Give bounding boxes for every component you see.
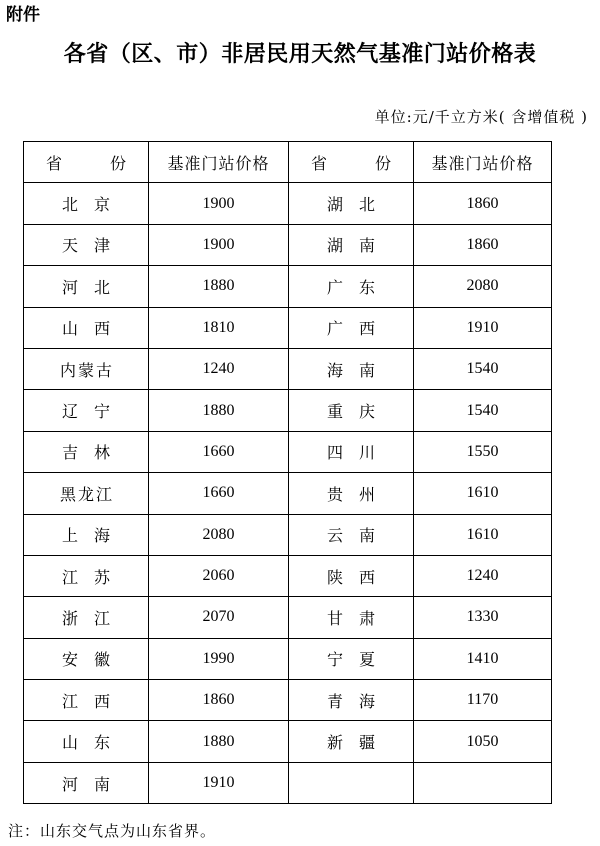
province-name-left: 内蒙古 xyxy=(24,348,149,389)
table-row xyxy=(24,307,552,348)
province-name-left: 吉林 xyxy=(24,431,149,472)
price-value-left: 1880 xyxy=(149,721,289,762)
province-name-left: 江苏 xyxy=(24,555,149,596)
province-name-left: 北京 xyxy=(24,183,149,224)
province-name-left: 山东 xyxy=(24,721,149,762)
table-row xyxy=(24,721,552,762)
price-value-left: 2070 xyxy=(149,597,289,638)
price-value-right: 1330 xyxy=(414,597,552,638)
price-value-left: 1880 xyxy=(149,390,289,431)
price-value-left: 1660 xyxy=(149,431,289,472)
province-name-right: 宁夏 xyxy=(289,638,414,679)
price-value-left: 2080 xyxy=(149,514,289,555)
province-name-left: 安徽 xyxy=(24,638,149,679)
province-name-right: 海南 xyxy=(289,348,414,389)
price-value-right: 1550 xyxy=(414,431,552,472)
table-row xyxy=(24,555,552,596)
price-value-left: 1990 xyxy=(149,638,289,679)
table-row xyxy=(24,762,552,803)
price-value-left: 1900 xyxy=(149,183,289,224)
province-name-left: 河南 xyxy=(24,762,149,803)
province-name-right: 重庆 xyxy=(289,390,414,431)
province-name-right xyxy=(289,762,414,803)
price-value-right: 1610 xyxy=(414,514,552,555)
price-value-right: 1240 xyxy=(414,555,552,596)
price-value-right: 2080 xyxy=(414,266,552,307)
province-name-right: 广东 xyxy=(289,266,414,307)
province-name-left: 江西 xyxy=(24,680,149,721)
province-name-left: 天津 xyxy=(24,224,149,265)
price-value-right xyxy=(414,762,552,803)
price-value-right: 1170 xyxy=(414,680,552,721)
column-header-province-left: 省 份 xyxy=(24,142,149,183)
province-name-right: 贵州 xyxy=(289,473,414,514)
province-name-right: 甘肃 xyxy=(289,597,414,638)
province-name-left: 上海 xyxy=(24,514,149,555)
table-row xyxy=(24,473,552,514)
page-title: 各省（区、市）非居民用天然气基准门站价格表 xyxy=(63,42,537,67)
table-row xyxy=(24,348,552,389)
column-header-price-right: 基准门站价格 xyxy=(414,142,552,183)
price-value-right: 1540 xyxy=(414,390,552,431)
table-row xyxy=(24,638,552,679)
price-value-right: 1860 xyxy=(414,224,552,265)
table-row xyxy=(24,183,552,224)
column-header-province-right: 省 份 xyxy=(289,142,414,183)
table-row xyxy=(24,680,552,721)
province-name-right: 湖北 xyxy=(289,183,414,224)
table-row xyxy=(24,514,552,555)
attachment-label: 附件 xyxy=(6,5,40,25)
price-value-left: 1660 xyxy=(149,473,289,514)
table-row xyxy=(24,390,552,431)
price-value-right: 1540 xyxy=(414,348,552,389)
unit-label: 单位:元/千立方米( 含增值税 ) xyxy=(374,108,588,126)
table-header-row xyxy=(24,142,552,183)
province-name-right: 云南 xyxy=(289,514,414,555)
price-value-left: 1240 xyxy=(149,348,289,389)
province-name-left: 黑龙江 xyxy=(24,473,149,514)
price-value-left: 1860 xyxy=(149,680,289,721)
price-value-right: 1910 xyxy=(414,307,552,348)
price-value-left: 1910 xyxy=(149,762,289,803)
price-table xyxy=(23,141,552,804)
province-name-right: 四川 xyxy=(289,431,414,472)
province-name-right: 陕西 xyxy=(289,555,414,596)
table-row xyxy=(24,597,552,638)
price-value-left: 1810 xyxy=(149,307,289,348)
province-name-right: 青海 xyxy=(289,680,414,721)
column-header-price-left: 基准门站价格 xyxy=(149,142,289,183)
province-name-right: 新疆 xyxy=(289,721,414,762)
price-value-left: 1900 xyxy=(149,224,289,265)
price-value-right: 1410 xyxy=(414,638,552,679)
price-value-left: 2060 xyxy=(149,555,289,596)
province-name-left: 辽宁 xyxy=(24,390,149,431)
table-row xyxy=(24,224,552,265)
province-name-right: 广西 xyxy=(289,307,414,348)
province-name-left: 山西 xyxy=(24,307,149,348)
table-row xyxy=(24,266,552,307)
price-value-right: 1860 xyxy=(414,183,552,224)
price-value-left: 1880 xyxy=(149,266,289,307)
table-row xyxy=(24,431,552,472)
footnote: 注：山东交气点为山东省界。 xyxy=(8,822,217,840)
province-name-left: 河北 xyxy=(24,266,149,307)
province-name-right: 湖南 xyxy=(289,224,414,265)
price-value-right: 1050 xyxy=(414,721,552,762)
province-name-left: 浙江 xyxy=(24,597,149,638)
price-value-right: 1610 xyxy=(414,473,552,514)
